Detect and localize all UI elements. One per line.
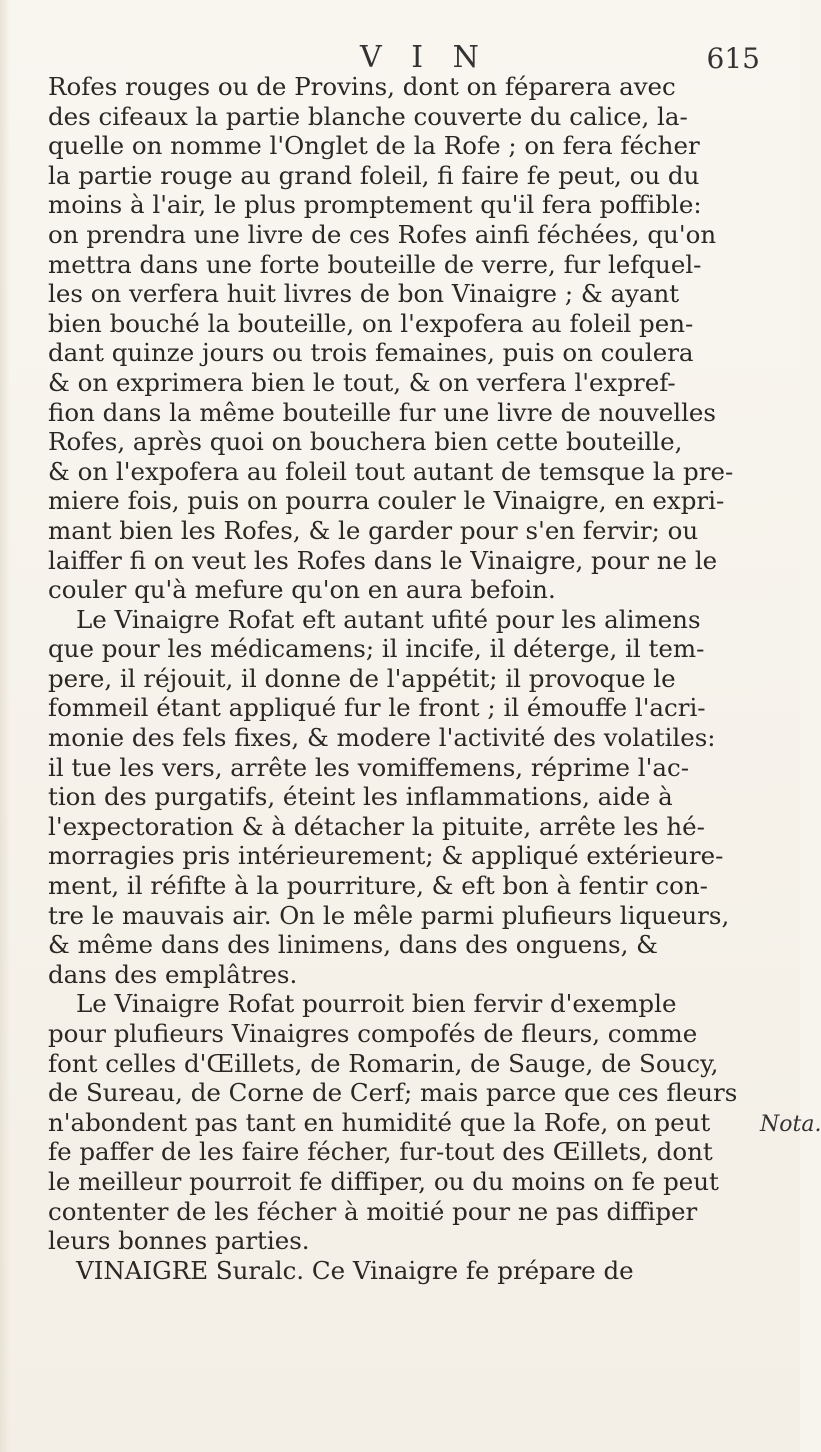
page-gutter-shadow: [0, 0, 10, 1452]
text-line: mant bien les Rofes, & le garder pour s'en fervir; ou: [48, 515, 699, 545]
text-line: miere fois, puis on pourra couler le Vinaigre, en expri-: [48, 486, 725, 516]
text-line: dant quinze jours ou trois femaines, puis on coulera: [48, 338, 694, 368]
text-line: n'abondent pas tant en humidité que la Rofe, on peut: [48, 1107, 711, 1137]
text-line: moins à l'air, le plus promptement qu'il fera poffible:: [48, 190, 702, 220]
text-line: Rofes, après quoi on bouchera bien cette bouteille,: [48, 427, 683, 457]
text-line: contenter de les fécher à moitié pour ne pas diffiper: [48, 1196, 698, 1226]
text-line: fion dans la même bouteille fur une livre de nouvelles: [48, 397, 716, 427]
text-line: de Sureau, de Corne de Cerf; mais parce que ces fleurs: [48, 1078, 738, 1108]
text-line: couler qu'à mefure qu'on en aura befoin.: [48, 575, 556, 605]
text-line: morragies pris intérieurement; & appliqué extérieure-: [48, 841, 724, 871]
text-line: & on l'expofera au foleil tout autant de temsque la pre-: [48, 456, 734, 486]
body-text: [48, 72, 753, 1285]
text-line: bien bouché la bouteille, on l'expofera au foleil pen-: [48, 308, 694, 338]
text-line: monie des fels fixes, & modere l'activité des volatiles:: [48, 723, 716, 753]
text-line: quelle on nomme l'Onglet de la Rofe ; on fera fécher: [48, 131, 700, 161]
text-line: que pour les médicamens; il incife, il déterge, il tem-: [48, 634, 705, 664]
running-head-title: V I N: [360, 40, 489, 75]
margin-note: Nota.: [760, 1112, 821, 1137]
text-line: leurs bonnes parties.: [48, 1226, 310, 1256]
text-line: la partie rouge au grand foleil, fi faire fe peut, ou du: [48, 160, 700, 190]
text-line: l'expectoration & à détacher la pituite, arrête les hé-: [48, 811, 705, 841]
text-line: Rofes rouges ou de Provins, dont on féparera avec: [48, 72, 676, 101]
text-line: laiffer fi on veut les Rofes dans le Vinaigre, pour ne le: [48, 545, 718, 575]
text-line: le meilleur pourroit fe diffiper, ou du moins on fe peut: [48, 1166, 719, 1196]
text-line: & même dans des linimens, dans des onguens, &: [48, 930, 658, 960]
page-number: 615: [706, 42, 760, 75]
text-line: font celles d'Œillets, de Romarin, de Sauge, de Soucy,: [48, 1048, 719, 1078]
text-line: ment, il réfifte à la pourriture, & eft bon à fentir con-: [48, 871, 708, 901]
text-line: des cifeaux la partie blanche couverte du calice, la-: [48, 101, 688, 131]
text-line: mettra dans une forte bouteille de verre, fur lefquel-: [48, 249, 702, 279]
text-line: fe paffer de les faire fécher, fur-tout des Œillets, dont: [48, 1137, 713, 1167]
text-line: il tue les vers, arrête les vomiffemens, réprime l'ac-: [48, 752, 689, 782]
paragraph-start-line: Le Vinaigre Rofat eft autant ufité pour les alimens: [76, 604, 701, 634]
text-line: tre le mauvais air. On le mêle parmi plufieurs liqueurs,: [48, 900, 730, 930]
text-line: & on exprimera bien le tout, & on verfera l'expref-: [48, 367, 676, 397]
text-line: tion des purgatifs, éteint les inflammations, aide à: [48, 782, 673, 812]
text-line: pour plufieurs Vinaigres compofés de fleurs, comme: [48, 1019, 698, 1048]
paragraph-start-line: Le Vinaigre Rofat pourroit bien fervir d'exemple: [76, 989, 677, 1019]
text-line: les on verfera huit livres de bon Vinaigre ; & ayant: [48, 279, 680, 309]
text-line: pere, il réjouit, il donne de l'appétit; il provoque le: [48, 663, 676, 693]
entry-heading-line: VINAIGRE Suralc. Ce Vinaigre fe prépare de: [76, 1255, 634, 1285]
text-line: dans des emplâtres.: [48, 959, 298, 989]
text-line: on prendra une livre de ces Rofes ainfi féchées, qu'on: [48, 219, 717, 249]
text-line: fommeil étant appliqué fur le front ; il émouffe l'acri-: [48, 693, 706, 723]
